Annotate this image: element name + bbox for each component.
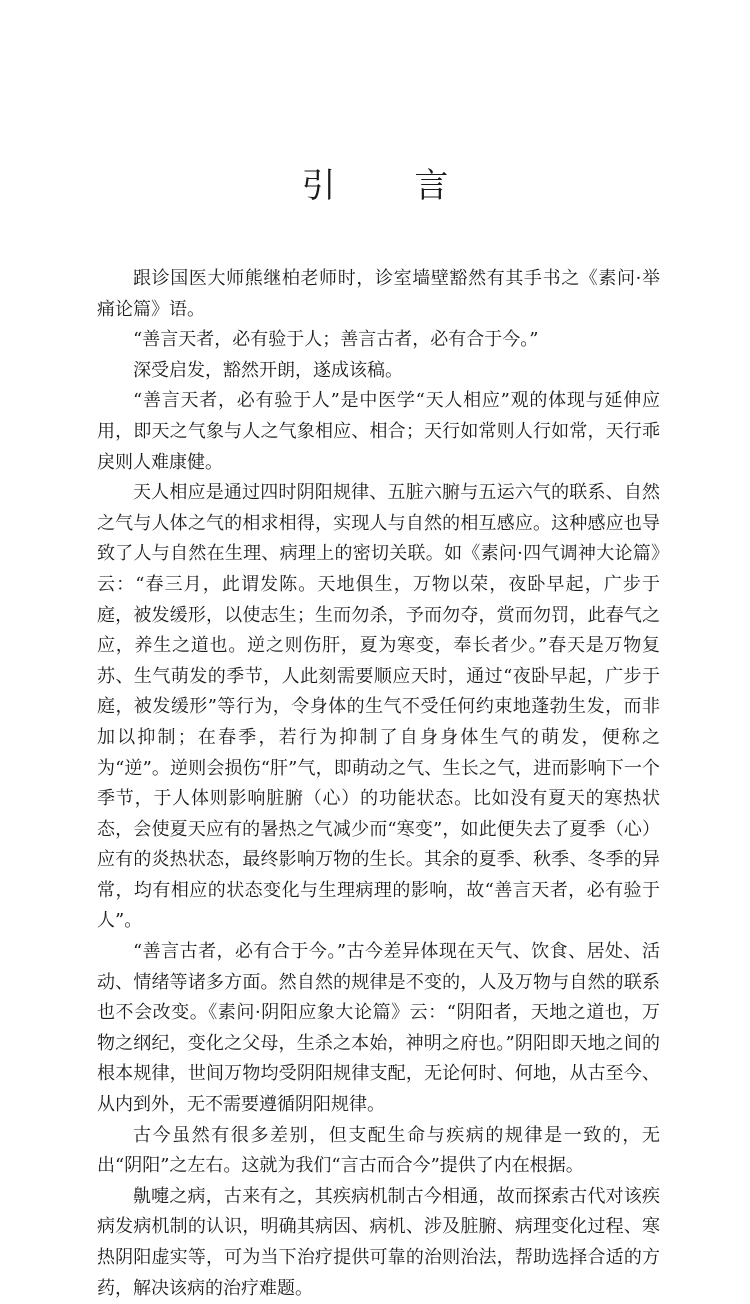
body-text — [97, 264, 660, 1304]
paragraph-6: “善言古者，必有合于今。”古今差异体现在天气、饮食、居处、活动、情绪等诸多方面。然自然的规律是不变的，人及万物与自然的联系也不会改变。《素问·阴阳应象大论篇》云：“阴阳者，天地之道也，万物之纲纪，变化之父母，生杀之本始，神明之府也。”阴阳即天地之间的根本规律，世间万物均受阴阳规律支配，无论何时、何地，从古至今、从内到外，无不需要遵循阴阳规律。 — [97, 941, 660, 1116]
paragraph-8: 鼽嚏之病，古来有之，其疾病机制古今相通，故而探索古代对该疾病发病机制的认识，明确其病因、病机、涉及脏腑、病理变化过程、寒热阴阳虚实等，可为当下治疗提供可靠的治则治法，帮助选择合适的方药，解决该病的治疗难题。 — [97, 1185, 660, 1299]
paragraph-7: 古今虽然有很多差别，但支配生命与疾病的规律是一致的，无出“阴阳”之左右。这就为我们“言古而合今”提供了内在根据。 — [97, 1124, 660, 1177]
paragraph-2: “善言天者，必有验于人；善言古者，必有合于今。” — [133, 329, 539, 351]
paragraph-3: 深受启发，豁然开朗，遂成该稿。 — [133, 359, 403, 381]
page-title: 引 言 — [301, 166, 483, 206]
paragraph-1: 跟诊国医大师熊继柏老师时，诊室墙壁豁然有其手书之《素问·举痛论篇》语。 — [97, 268, 660, 320]
paragraph-4: “善言天者，必有验于人”是中医学“天人相应”观的体现与延伸应用，即天之气象与人之气象相应、相合；天行如常则人行如常，天行乖戾则人难康健。 — [97, 390, 660, 473]
paragraph-5: 天人相应是通过四时阴阳规律、五脏六腑与五运六气的联系、自然之气与人体之气的相求相得，实现人与自然的相互感应。这种感应也导致了人与自然在生理、病理上的密切关联。如《素问·四气调神大论篇》云：“春三月，此谓发陈。天地俱生，万物以荣，夜卧早起，广步于庭，被发缓形，以使志生；生而勿杀，予而勿夺，赏而勿罚，此春气之应，养生之道也。逆之则伤肝，夏为寒变，奉长者少。”春天是万物复苏、生气萌发的季节，人此刻需要顺应天时，通过“夜卧早起，广步于庭，被发缓形”等行为，令身体的生气不受任何约束地蓬勃生发，而非加以抑制；在春季，若行为抑制了自身身体生气的萌发，便称之为“逆”。逆则会损伤“肝”气，即萌动之气、生长之气，进而影响下一个季节，于人体则影响脏腑（心）的功能状态。比如没有夏天的寒热状态，会使夏天应有的暑热之气减少而“寒变”，如此便失去了夏季（心）应有的炎热状态，最终影响万物的生长。其余的夏季、秋季、冬季的异常，均有相应的状态变化与生理病理的影响，故“善言天者，必有验于人”。 — [97, 482, 660, 932]
